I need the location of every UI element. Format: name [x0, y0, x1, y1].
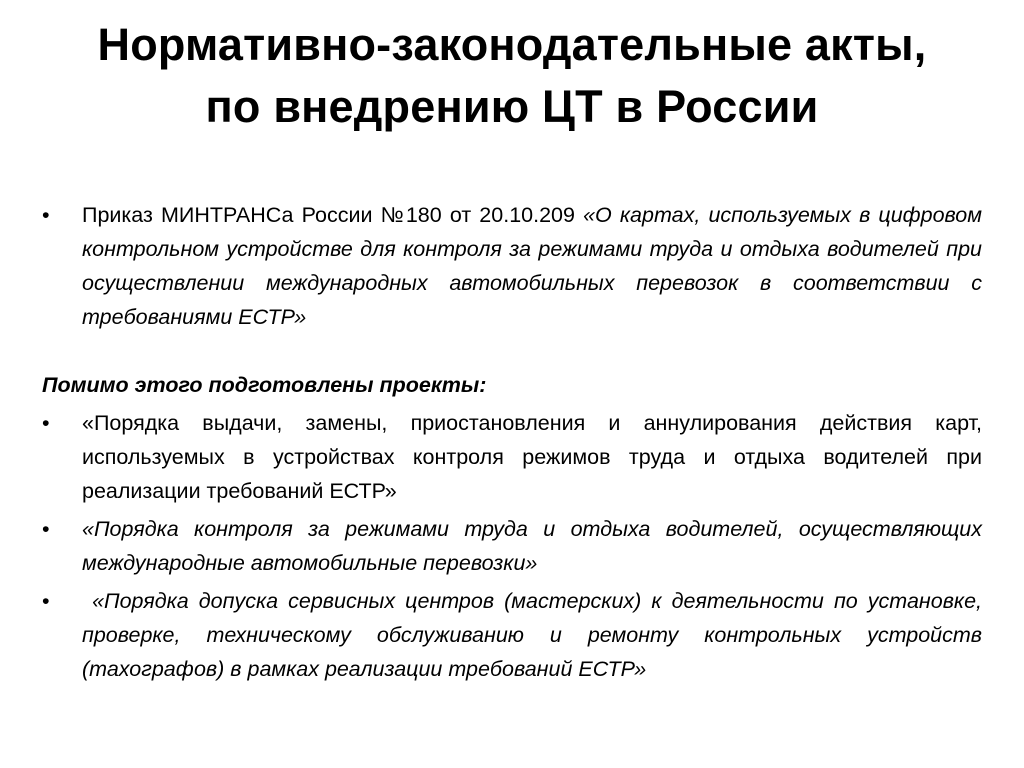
- bullet-icon: •: [42, 589, 50, 613]
- slide-title-line-2: по внедрению ЦТ в России: [205, 81, 819, 132]
- order-reference: Приказ МИНТРАНСа России №180 от 20.10.209: [82, 203, 584, 227]
- bullet-icon: •: [42, 411, 50, 435]
- bullet-item-project-2: [42, 512, 982, 580]
- project-2-text: «Порядка контроля за режимами труда и отдыха водителей, осуществляющих международные автомобильные перевозки»: [82, 517, 982, 575]
- bullet-item-project-3: [42, 584, 988, 686]
- slide-title: [0, 14, 1024, 138]
- order-title: «О картах, используемых в цифровом контрольном устройстве для контроля за режимами труда и отдыха водителей при осуществлении международных автомобильных перевозок в соответствии с требованиями ЕСТР»: [82, 203, 982, 329]
- project-3-text: «Порядка допуска сервисных центров (мастерских) к деятельности по установке, проверке, техническому обслуживанию и ремонту контрольных устройств (тахографов) в рамках реализации требований ЕСТР»: [82, 589, 988, 681]
- bullet-item-project-1: [42, 406, 982, 508]
- slide-body: [42, 198, 988, 686]
- slide-title-line-1: Нормативно-законодательные акты,: [97, 19, 927, 70]
- bullet-icon: •: [42, 517, 50, 541]
- bullet-icon: •: [42, 203, 50, 227]
- bullet-item-order-180: [42, 198, 982, 334]
- projects-heading: Помимо этого подготовлены проекты:: [42, 373, 487, 397]
- project-1-text: «Порядка выдачи, замены, приостановления и аннулирования действия карт, используемых в устройствах контроля режимов труда и отдыха водителей при реализации требований ЕСТР»: [82, 411, 982, 503]
